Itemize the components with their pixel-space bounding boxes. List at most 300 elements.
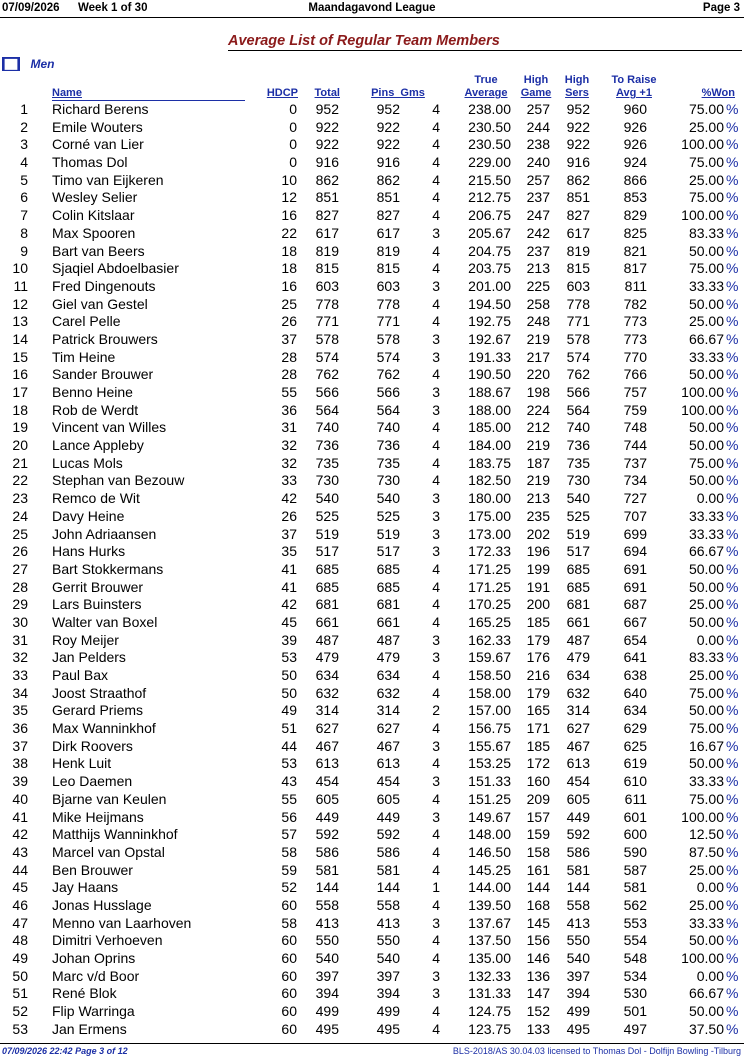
cell-hs: 525 bbox=[566, 507, 590, 524]
cell-raise: 638 bbox=[623, 667, 647, 683]
cell-raise: 600 bbox=[623, 826, 647, 843]
cell-gms: 4 bbox=[432, 684, 440, 701]
cell-gms: 4 bbox=[432, 755, 440, 772]
cell-hs: 681 bbox=[566, 596, 590, 613]
percent-sign: % bbox=[726, 932, 739, 949]
cell-total: 603 bbox=[315, 277, 339, 294]
table-row bbox=[0, 968, 744, 986]
cell-avg: 144.00 bbox=[468, 879, 511, 896]
cell-pins: 519 bbox=[376, 525, 400, 542]
cell-won: 83.33 bbox=[688, 649, 724, 666]
cell-raise: 625 bbox=[623, 737, 647, 754]
cell-pins: 762 bbox=[376, 366, 400, 383]
cell-hs: 454 bbox=[566, 773, 590, 790]
cell-pins: 685 bbox=[376, 560, 400, 577]
table-row bbox=[0, 702, 744, 720]
table-row bbox=[0, 720, 744, 738]
cell-hdcp: 37 bbox=[281, 330, 297, 347]
cell-hg: 168 bbox=[526, 896, 550, 913]
cell-won: 50.00 bbox=[688, 932, 724, 949]
cell-hs: 605 bbox=[566, 790, 590, 807]
cell-name: Timo van Eijkeren bbox=[52, 171, 164, 188]
percent-sign: % bbox=[726, 790, 739, 807]
cell-hdcp: 0 bbox=[289, 118, 297, 135]
cell-pins: 586 bbox=[376, 843, 400, 860]
cell-n: 35 bbox=[12, 702, 28, 719]
cell-hg: 185 bbox=[526, 737, 550, 754]
cell-total: 574 bbox=[315, 348, 339, 365]
cell-won: 50.00 bbox=[688, 560, 724, 577]
cell-gms: 4 bbox=[432, 472, 440, 489]
cell-gms: 4 bbox=[432, 171, 440, 188]
cell-won: 100.00 bbox=[681, 401, 724, 418]
cell-hdcp: 60 bbox=[281, 1020, 297, 1037]
cell-gms: 4 bbox=[432, 136, 440, 153]
cell-gms: 4 bbox=[432, 366, 440, 383]
cell-gms: 4 bbox=[432, 419, 440, 436]
cell-avg: 203.75 bbox=[468, 260, 511, 277]
cell-avg: 155.67 bbox=[468, 737, 511, 754]
cell-hdcp: 32 bbox=[281, 437, 297, 454]
cell-won: 83.33 bbox=[688, 224, 724, 241]
cell-hdcp: 39 bbox=[281, 631, 297, 648]
cell-total: 661 bbox=[315, 613, 339, 630]
cell-n: 4 bbox=[20, 154, 28, 171]
cell-gms: 4 bbox=[432, 101, 440, 117]
cell-hs: 827 bbox=[566, 207, 590, 224]
table-row bbox=[0, 119, 744, 137]
cell-hs: 603 bbox=[566, 277, 590, 294]
cell-pins: 495 bbox=[376, 1020, 400, 1037]
cell-name: Colin Kitslaar bbox=[52, 207, 135, 224]
cell-total: 525 bbox=[315, 507, 339, 524]
col-header-high-game-1: High bbox=[523, 74, 549, 86]
cell-avg: 153.25 bbox=[468, 755, 511, 772]
cell-gms: 4 bbox=[432, 578, 440, 595]
cell-hg: 235 bbox=[526, 507, 550, 524]
cell-raise: 654 bbox=[623, 631, 647, 648]
cell-avg: 230.50 bbox=[468, 118, 511, 135]
cell-hdcp: 37 bbox=[281, 525, 297, 542]
cell-avg: 137.50 bbox=[468, 932, 511, 949]
title-divider bbox=[228, 50, 742, 51]
cell-avg: 204.75 bbox=[468, 242, 511, 259]
cell-gms: 4 bbox=[432, 720, 440, 737]
cell-total: 519 bbox=[315, 525, 339, 542]
cell-n: 11 bbox=[13, 277, 28, 294]
cell-avg: 171.25 bbox=[468, 560, 511, 577]
cell-raise: 641 bbox=[623, 649, 647, 666]
cell-n: 37 bbox=[12, 737, 28, 754]
cell-total: 819 bbox=[315, 242, 339, 259]
table-row bbox=[0, 260, 744, 278]
cell-hs: 517 bbox=[566, 543, 590, 560]
table-row bbox=[0, 490, 744, 508]
cell-hdcp: 50 bbox=[281, 684, 297, 701]
cell-avg: 159.67 bbox=[468, 649, 511, 666]
cell-total: 586 bbox=[315, 843, 339, 860]
cell-n: 44 bbox=[12, 861, 28, 878]
cell-gms: 3 bbox=[432, 384, 440, 400]
cell-name: Jonas Husslage bbox=[52, 896, 152, 913]
cell-hg: 257 bbox=[526, 171, 550, 188]
cell-raise: 924 bbox=[623, 154, 647, 171]
cell-raise: 497 bbox=[623, 1020, 647, 1037]
cell-won: 66.67 bbox=[688, 985, 724, 1002]
cell-total: 735 bbox=[315, 454, 339, 471]
cell-gms: 3 bbox=[432, 808, 440, 825]
cell-hdcp: 59 bbox=[281, 861, 297, 878]
cell-total: 862 bbox=[315, 171, 339, 188]
cell-hdcp: 58 bbox=[281, 914, 297, 931]
table-row bbox=[0, 862, 744, 880]
cell-hs: 495 bbox=[566, 1020, 590, 1037]
cell-gms: 3 bbox=[432, 543, 440, 560]
cell-name: Gerard Priems bbox=[52, 702, 144, 719]
cell-raise: 530 bbox=[623, 985, 647, 1002]
section-heading bbox=[2, 55, 54, 71]
table-row bbox=[0, 455, 744, 473]
cell-hs: 394 bbox=[566, 985, 590, 1002]
cell-pins: 592 bbox=[376, 826, 400, 843]
cell-pins: 517 bbox=[376, 543, 400, 560]
cell-hg: 147 bbox=[526, 985, 550, 1002]
cell-n: 42 bbox=[12, 826, 28, 843]
page-title: Average List of Regular Team Members bbox=[228, 33, 500, 49]
cell-hg: 161 bbox=[526, 861, 550, 878]
table-row bbox=[0, 755, 744, 773]
cell-raise: 773 bbox=[623, 313, 647, 330]
cell-hs: 487 bbox=[566, 631, 590, 648]
cell-pins: 487 bbox=[376, 631, 400, 648]
cell-total: 778 bbox=[315, 295, 339, 312]
cell-total: 634 bbox=[315, 667, 339, 683]
percent-sign: % bbox=[726, 472, 739, 489]
cell-hdcp: 32 bbox=[281, 454, 297, 471]
percent-sign: % bbox=[726, 755, 739, 772]
cell-gms: 3 bbox=[432, 277, 440, 294]
table-row bbox=[0, 207, 744, 225]
cell-hg: 240 bbox=[526, 154, 550, 171]
cell-hs: 540 bbox=[566, 950, 590, 966]
cell-avg: 157.00 bbox=[468, 702, 511, 719]
col-header-high-sers-1: High bbox=[564, 74, 590, 86]
cell-avg: 137.67 bbox=[468, 914, 511, 931]
cell-gms: 2 bbox=[432, 702, 440, 719]
cell-n: 1 bbox=[20, 101, 28, 117]
cell-total: 827 bbox=[315, 207, 339, 224]
cell-raise: 707 bbox=[623, 507, 647, 524]
percent-sign: % bbox=[726, 967, 739, 984]
cell-hs: 815 bbox=[566, 260, 590, 277]
cell-hdcp: 44 bbox=[281, 737, 297, 754]
cell-won: 75.00 bbox=[688, 154, 724, 171]
cell-won: 50.00 bbox=[688, 578, 724, 595]
cell-hs: 851 bbox=[566, 189, 590, 206]
cell-hg: 216 bbox=[526, 667, 550, 683]
cell-pins: 499 bbox=[376, 1003, 400, 1020]
cell-hs: 586 bbox=[566, 843, 590, 860]
cell-hs: 632 bbox=[566, 684, 590, 701]
cell-hs: 540 bbox=[566, 490, 590, 507]
percent-sign: % bbox=[726, 737, 739, 754]
cell-hs: 566 bbox=[566, 384, 590, 400]
table-row bbox=[0, 419, 744, 437]
cell-name: Joost Straathof bbox=[52, 684, 147, 701]
cell-won: 75.00 bbox=[688, 720, 724, 737]
cell-total: 617 bbox=[315, 224, 339, 241]
cell-hg: 244 bbox=[526, 118, 550, 135]
percent-sign: % bbox=[726, 525, 739, 542]
cell-hdcp: 60 bbox=[281, 967, 297, 984]
cell-total: 685 bbox=[315, 578, 339, 595]
cell-name: Walter van Boxel bbox=[52, 613, 158, 630]
cell-won: 50.00 bbox=[688, 295, 724, 312]
cell-avg: 165.25 bbox=[468, 613, 511, 630]
cell-hdcp: 26 bbox=[281, 507, 297, 524]
cell-name: Mike Heijmans bbox=[52, 808, 144, 825]
footer-timestamp: 07/09/2026 22:42 Page 3 of 12 bbox=[2, 1046, 128, 1056]
cell-total: 916 bbox=[315, 154, 339, 171]
percent-sign: % bbox=[726, 207, 739, 224]
cell-won: 50.00 bbox=[688, 366, 724, 383]
cell-raise: 727 bbox=[623, 490, 647, 507]
cell-n: 13 bbox=[12, 313, 28, 330]
cell-total: 467 bbox=[315, 737, 339, 754]
cell-hg: 212 bbox=[526, 419, 550, 436]
report-date: 07/09/2026 bbox=[2, 2, 60, 14]
cell-gms: 3 bbox=[432, 224, 440, 241]
cell-avg: 238.00 bbox=[468, 101, 511, 117]
percent-sign: % bbox=[726, 702, 739, 719]
cell-raise: 610 bbox=[623, 773, 647, 790]
percent-sign: % bbox=[726, 684, 739, 701]
percent-sign: % bbox=[726, 348, 739, 365]
cell-gms: 4 bbox=[432, 560, 440, 577]
cell-hdcp: 36 bbox=[281, 401, 297, 418]
table-row bbox=[0, 915, 744, 933]
cell-total: 605 bbox=[315, 790, 339, 807]
cell-pins: 605 bbox=[376, 790, 400, 807]
cell-gms: 4 bbox=[432, 843, 440, 860]
cell-avg: 180.00 bbox=[468, 490, 511, 507]
cell-name: Remco de Wit bbox=[52, 490, 140, 507]
cell-pins: 603 bbox=[376, 277, 400, 294]
cell-won: 25.00 bbox=[688, 118, 724, 135]
cell-avg: 132.33 bbox=[468, 967, 511, 984]
cell-gms: 3 bbox=[432, 348, 440, 365]
col-header-true-2: Average bbox=[464, 87, 508, 99]
cell-won: 0.00 bbox=[696, 879, 724, 896]
cell-name: Emile Wouters bbox=[52, 118, 143, 135]
cell-name: René Blok bbox=[52, 985, 117, 1002]
cell-hg: 157 bbox=[526, 808, 550, 825]
cell-raise: 734 bbox=[623, 472, 647, 489]
cell-hs: 397 bbox=[566, 967, 590, 984]
cell-hdcp: 42 bbox=[281, 490, 297, 507]
table-row bbox=[0, 278, 744, 296]
percent-sign: % bbox=[726, 224, 739, 241]
cell-avg: 205.67 bbox=[468, 224, 511, 241]
cell-won: 37.50 bbox=[688, 1020, 724, 1037]
cell-name: Stephan van Bezouw bbox=[52, 472, 185, 489]
cell-hg: 219 bbox=[526, 330, 550, 347]
cell-won: 50.00 bbox=[688, 419, 724, 436]
cell-avg: 131.33 bbox=[468, 985, 511, 1002]
cell-pins: 566 bbox=[376, 384, 400, 400]
cell-won: 25.00 bbox=[688, 313, 724, 330]
percent-sign: % bbox=[726, 649, 739, 666]
cell-hs: 550 bbox=[566, 932, 590, 949]
cell-hg: 224 bbox=[526, 401, 550, 418]
table-row bbox=[0, 243, 744, 261]
cell-pins: 862 bbox=[376, 171, 400, 188]
cell-pins: 467 bbox=[376, 737, 400, 754]
cell-hs: 771 bbox=[566, 313, 590, 330]
cell-pins: 617 bbox=[376, 224, 400, 241]
cell-avg: 206.75 bbox=[468, 207, 511, 224]
cell-hdcp: 41 bbox=[281, 560, 297, 577]
cell-gms: 3 bbox=[432, 649, 440, 666]
cell-raise: 694 bbox=[623, 543, 647, 560]
cell-n: 9 bbox=[20, 242, 28, 259]
cell-hg: 156 bbox=[526, 932, 550, 949]
table-row bbox=[0, 1021, 744, 1039]
cell-raise: 829 bbox=[623, 207, 647, 224]
cell-won: 25.00 bbox=[688, 861, 724, 878]
cell-won: 100.00 bbox=[681, 808, 724, 825]
cell-raise: 773 bbox=[623, 330, 647, 347]
cell-total: 540 bbox=[315, 490, 339, 507]
col-header-total: Total bbox=[314, 87, 340, 99]
cell-raise: 737 bbox=[623, 454, 647, 471]
cell-hg: 237 bbox=[526, 189, 550, 206]
cell-avg: 201.00 bbox=[468, 277, 511, 294]
cell-won: 50.00 bbox=[688, 755, 724, 772]
cell-gms: 3 bbox=[432, 507, 440, 524]
cell-total: 685 bbox=[315, 560, 339, 577]
percent-sign: % bbox=[726, 154, 739, 171]
cell-gms: 4 bbox=[432, 189, 440, 206]
table-row bbox=[0, 879, 744, 897]
cell-hdcp: 25 bbox=[281, 295, 297, 312]
table-row bbox=[0, 472, 744, 490]
cell-hdcp: 60 bbox=[281, 985, 297, 1002]
cell-pins: 540 bbox=[376, 950, 400, 966]
cell-name: Marc v/d Boor bbox=[52, 967, 140, 984]
cell-won: 50.00 bbox=[688, 1003, 724, 1020]
name-underline bbox=[52, 87, 245, 101]
table-row bbox=[0, 349, 744, 367]
cell-hdcp: 53 bbox=[281, 755, 297, 772]
percent-sign: % bbox=[726, 366, 739, 383]
cell-n: 52 bbox=[12, 1003, 28, 1020]
cell-n: 31 bbox=[12, 631, 28, 648]
cell-name: Hans Hurks bbox=[52, 543, 126, 560]
cell-avg: 162.33 bbox=[468, 631, 511, 648]
cell-n: 15 bbox=[12, 348, 28, 365]
cell-pins: 613 bbox=[376, 755, 400, 772]
cell-avg: 188.67 bbox=[468, 384, 511, 400]
cell-name: Carel Pelle bbox=[52, 313, 121, 330]
cell-hs: 736 bbox=[566, 437, 590, 454]
cell-hg: 145 bbox=[526, 914, 550, 931]
percent-sign: % bbox=[726, 437, 739, 454]
cell-hdcp: 28 bbox=[281, 348, 297, 365]
cell-hdcp: 41 bbox=[281, 578, 297, 595]
cell-name: Giel van Gestel bbox=[52, 295, 148, 312]
cell-hs: 581 bbox=[566, 861, 590, 878]
cell-hdcp: 33 bbox=[281, 472, 297, 489]
cell-hdcp: 55 bbox=[281, 790, 297, 807]
cell-raise: 757 bbox=[623, 384, 647, 400]
table-row bbox=[0, 402, 744, 420]
cell-total: 397 bbox=[315, 967, 339, 984]
cell-hdcp: 0 bbox=[289, 154, 297, 171]
cell-hg: 187 bbox=[526, 454, 550, 471]
percent-sign: % bbox=[726, 295, 739, 312]
cell-gms: 4 bbox=[432, 242, 440, 259]
cell-pins: 413 bbox=[376, 914, 400, 931]
cell-avg: 172.33 bbox=[468, 543, 511, 560]
percent-sign: % bbox=[726, 490, 739, 507]
cell-raise: 866 bbox=[623, 171, 647, 188]
percent-sign: % bbox=[726, 543, 739, 560]
cell-name: Dirk Roovers bbox=[52, 737, 133, 754]
cell-raise: 501 bbox=[623, 1003, 647, 1020]
cell-total: 952 bbox=[315, 101, 339, 117]
cell-raise: 590 bbox=[623, 843, 647, 860]
percent-sign: % bbox=[726, 401, 739, 418]
cell-avg: 192.67 bbox=[468, 330, 511, 347]
cell-hdcp: 55 bbox=[281, 384, 297, 400]
cell-gms: 4 bbox=[432, 790, 440, 807]
cell-avg: 185.00 bbox=[468, 419, 511, 436]
table-row bbox=[0, 649, 744, 667]
cell-gms: 3 bbox=[432, 525, 440, 542]
cell-raise: 926 bbox=[623, 136, 647, 153]
cell-name: Flip Warringa bbox=[52, 1003, 135, 1020]
cell-hg: 179 bbox=[526, 684, 550, 701]
report-header bbox=[0, 0, 744, 18]
percent-sign: % bbox=[726, 136, 739, 153]
cell-hdcp: 28 bbox=[281, 366, 297, 383]
cell-avg: 175.00 bbox=[468, 507, 511, 524]
cell-won: 50.00 bbox=[688, 613, 724, 630]
cell-name: Patrick Brouwers bbox=[52, 330, 158, 347]
cell-n: 14 bbox=[12, 330, 28, 347]
cell-n: 3 bbox=[20, 136, 28, 153]
cell-avg: 149.67 bbox=[468, 808, 511, 825]
cell-pins: 558 bbox=[376, 896, 400, 913]
cell-avg: 151.25 bbox=[468, 790, 511, 807]
table-row bbox=[0, 773, 744, 791]
cell-total: 479 bbox=[315, 649, 339, 666]
cell-hg: 176 bbox=[526, 649, 550, 666]
cell-n: 5 bbox=[20, 171, 28, 188]
cell-avg: 229.00 bbox=[468, 154, 511, 171]
cell-total: 771 bbox=[315, 313, 339, 330]
cell-raise: 960 bbox=[623, 101, 647, 117]
cell-avg: 135.00 bbox=[468, 950, 511, 966]
percent-sign: % bbox=[726, 507, 739, 524]
cell-hg: 144 bbox=[526, 879, 550, 896]
cell-won: 66.67 bbox=[688, 543, 724, 560]
cell-name: Tim Heine bbox=[52, 348, 116, 365]
league-name: Maandagavond League bbox=[308, 2, 436, 14]
cell-avg: 191.33 bbox=[468, 348, 511, 365]
cell-name: Sander Brouwer bbox=[52, 366, 154, 383]
